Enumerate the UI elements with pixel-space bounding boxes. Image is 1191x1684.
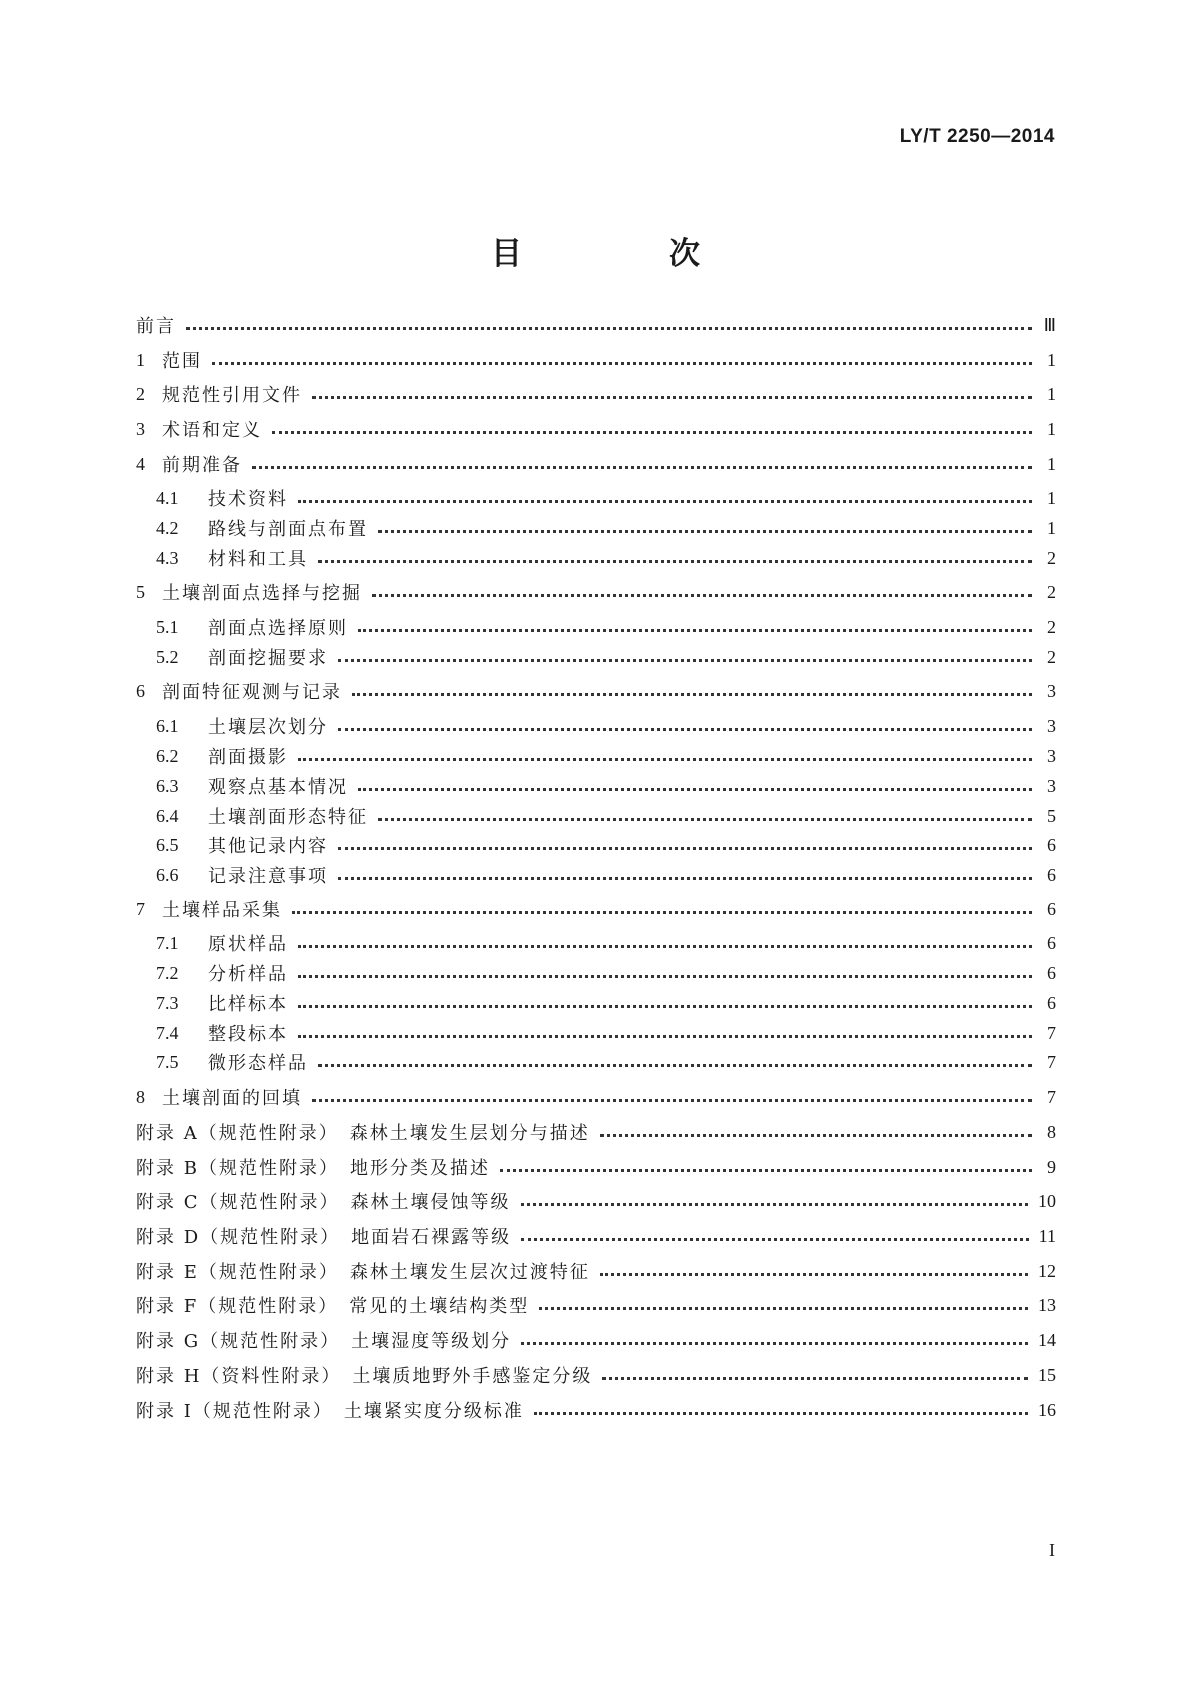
dot-leader	[602, 1377, 1028, 1380]
toc-entry-label	[136, 1292, 529, 1318]
toc-entry-title: 剖面点选择原则	[208, 618, 348, 639]
toc-entry-label	[136, 1362, 592, 1388]
toc-entry-page: 1	[1047, 517, 1056, 538]
dot-leader	[338, 847, 1032, 850]
toc-entry-page: 11	[1038, 1225, 1056, 1246]
dot-leader	[298, 1005, 1032, 1008]
toc-entry-label	[136, 678, 342, 704]
toc-entry-page: 3	[1047, 775, 1056, 796]
toc-entry-page: 3	[1047, 680, 1056, 701]
toc-entry-page: 1	[1047, 383, 1056, 404]
toc-entry[interactable]	[136, 677, 1056, 705]
toc-entry-number: 6.3	[156, 775, 179, 796]
dot-leader	[521, 1238, 1029, 1241]
toc-entry-title: 观察点基本情况	[208, 777, 348, 798]
dot-leader	[358, 629, 1032, 632]
dot-leader	[352, 693, 1032, 696]
toc-entry[interactable]	[136, 450, 1056, 478]
toc-entry-label	[136, 416, 262, 442]
toc-entry-title: 范围	[162, 351, 202, 372]
toc-entry-label	[136, 451, 242, 477]
toc-entry-number: 2	[136, 383, 145, 404]
dot-leader	[521, 1342, 1028, 1345]
toc-entry-title: 材料和工具	[208, 549, 308, 570]
toc-entry[interactable]	[156, 742, 1056, 770]
toc-entry[interactable]	[136, 1326, 1056, 1354]
toc-entry[interactable]	[136, 1257, 1056, 1285]
toc-entry-page: 13	[1038, 1294, 1056, 1315]
toc-entry-label	[156, 960, 288, 986]
toc-entry-title: 技术资料	[208, 489, 288, 510]
toc-entry-title: 土壤层次划分	[208, 717, 328, 738]
toc-entry-title: 分析样品	[208, 964, 288, 985]
toc-entry-label	[156, 614, 348, 640]
toc-entry-label	[156, 545, 308, 571]
dot-leader	[298, 500, 1032, 503]
toc-entry[interactable]	[136, 1083, 1056, 1111]
dot-leader	[186, 327, 1032, 330]
toc-entry-number: 7.1	[156, 932, 179, 953]
toc-entry-page: Ⅲ	[1043, 314, 1056, 335]
toc-entry-page: 9	[1047, 1156, 1056, 1177]
toc-entry-number: 7.4	[156, 1022, 179, 1043]
page-folio: I	[1049, 1540, 1055, 1560]
toc-entry-label	[136, 1327, 511, 1353]
toc-entry-number: 5	[136, 581, 145, 602]
toc-entry-number: 6.5	[156, 834, 179, 855]
toc-entry-page: 6	[1047, 992, 1056, 1013]
dot-leader	[318, 560, 1032, 563]
toc-entry[interactable]	[156, 959, 1056, 987]
dot-leader	[500, 1169, 1032, 1172]
toc-entry-title: 附录 C（规范性附录） 森林土壤侵蚀等级	[136, 1192, 511, 1213]
toc-entry-page: 10	[1038, 1190, 1056, 1211]
toc-entry-label	[136, 381, 302, 407]
toc-entry-page: 6	[1047, 898, 1056, 919]
toc-entry[interactable]	[156, 613, 1056, 641]
toc-entry-page: 12	[1038, 1260, 1056, 1281]
toc-entry-number: 4	[136, 453, 145, 474]
toc-entry-number: 6.2	[156, 745, 179, 766]
toc-entry[interactable]	[136, 1118, 1056, 1146]
toc-entry[interactable]	[156, 712, 1056, 740]
dot-leader	[600, 1134, 1032, 1137]
toc-entry-label	[136, 1119, 590, 1145]
toc-entry-number: 4.2	[156, 517, 179, 538]
dot-leader	[312, 396, 1032, 399]
toc-entry-number: 6.1	[156, 715, 179, 736]
toc-entry[interactable]	[136, 1222, 1056, 1250]
toc-entry[interactable]	[136, 311, 1056, 339]
toc-entry-title: 比样标本	[208, 994, 288, 1015]
dot-leader	[521, 1203, 1029, 1206]
toc-entry-number: 3	[136, 418, 145, 439]
toc-entry-page: 2	[1047, 616, 1056, 637]
toc-entry[interactable]	[136, 1396, 1056, 1424]
dot-leader	[338, 728, 1032, 731]
toc-entry-page: 15	[1038, 1364, 1056, 1385]
toc-entry-label	[156, 832, 328, 858]
toc-entry-page: 7	[1047, 1086, 1056, 1107]
toc-entry[interactable]	[156, 1048, 1056, 1076]
toc-entry-page: 6	[1047, 962, 1056, 983]
toc-entry-title: 路线与剖面点布置	[208, 519, 368, 540]
toc-entry-number: 4.3	[156, 547, 179, 568]
toc-entry-label	[156, 773, 348, 799]
toc-entry-label	[156, 990, 288, 1016]
toc-entry-label	[156, 743, 288, 769]
toc-entry-label	[156, 515, 368, 541]
toc-entry[interactable]	[136, 1361, 1056, 1389]
toc-entry-page: 1	[1047, 418, 1056, 439]
toc-entry-label	[136, 1258, 590, 1284]
toc-entry[interactable]	[156, 514, 1056, 542]
toc-entry-page: 7	[1047, 1051, 1056, 1072]
page-title: 目 次	[491, 236, 758, 272]
toc-entry-title: 附录 D（规范性附录） 地面岩石裸露等级	[136, 1227, 512, 1248]
toc-entry-label	[136, 896, 282, 922]
dot-leader	[378, 530, 1032, 533]
toc-entry-number: 6	[136, 680, 145, 701]
toc-entry-number: 6.6	[156, 864, 179, 885]
toc-entry-page: 6	[1047, 834, 1056, 855]
toc-entry-page: 8	[1047, 1121, 1056, 1142]
toc-entry-title: 术语和定义	[162, 420, 262, 441]
toc-entry[interactable]	[156, 861, 1056, 889]
toc-entry-title: 附录 B（规范性附录） 地形分类及描述	[136, 1158, 490, 1179]
toc-entry[interactable]	[136, 1187, 1056, 1215]
dot-leader	[252, 466, 1032, 469]
toc-entry-title: 附录 G（规范性附录） 土壤湿度等级划分	[136, 1331, 512, 1352]
toc-entry-title: 规范性引用文件	[162, 385, 302, 406]
dot-leader	[600, 1273, 1028, 1276]
toc-entry[interactable]	[136, 578, 1056, 606]
toc-entry-page: 6	[1047, 864, 1056, 885]
toc-entry-number: 7.3	[156, 992, 179, 1013]
toc-entry[interactable]	[136, 380, 1056, 408]
toc-entry-number: 6.4	[156, 805, 179, 826]
toc-entry-number: 1	[136, 349, 145, 370]
toc-entry-title: 前言	[136, 316, 176, 337]
toc-entry-title: 附录 A（规范性附录） 森林土壤发生层划分与描述	[136, 1123, 590, 1144]
toc-entry[interactable]	[156, 989, 1056, 1017]
dot-leader	[298, 758, 1032, 761]
dot-leader	[292, 911, 1032, 914]
toc-entry-page: 3	[1047, 745, 1056, 766]
toc-entry-title: 其他记录内容	[208, 836, 328, 857]
toc-entry-title: 土壤样品采集	[162, 900, 282, 921]
dot-leader	[298, 945, 1032, 948]
toc-entry-label	[136, 1397, 524, 1423]
toc-entry-page: 5	[1047, 805, 1056, 826]
toc-entry-label	[136, 579, 362, 605]
toc-entry[interactable]	[156, 544, 1056, 572]
toc-entry-number: 7.2	[156, 962, 179, 983]
toc-entry[interactable]	[156, 772, 1056, 800]
toc-entry-page: 16	[1038, 1399, 1056, 1420]
toc-entry-number: 8	[136, 1086, 145, 1107]
toc-entry-number: 7	[136, 898, 145, 919]
toc-entry-label	[156, 862, 328, 888]
toc-entry[interactable]	[156, 1019, 1056, 1047]
standard-code: LY/T 2250—2014	[899, 126, 1055, 147]
toc-entry[interactable]	[136, 895, 1056, 923]
toc-entry-title: 剖面特征观测与记录	[162, 682, 342, 703]
toc-entry-title: 附录 E（规范性附录） 森林土壤发生层次过渡特征	[136, 1262, 590, 1283]
toc-entry-label	[136, 312, 176, 338]
toc-entry-label	[156, 803, 368, 829]
toc-entry[interactable]	[156, 802, 1056, 830]
toc-entry[interactable]	[156, 929, 1056, 957]
dot-leader	[378, 818, 1032, 821]
toc-entry-label	[136, 1188, 511, 1214]
toc-entry-title: 整段标本	[208, 1024, 288, 1045]
toc-entry[interactable]	[136, 415, 1056, 443]
toc-entry-label	[136, 347, 202, 373]
dot-leader	[372, 594, 1032, 597]
dot-leader	[318, 1064, 1032, 1067]
toc-entry-title: 微形态样品	[208, 1053, 308, 1074]
dot-leader	[358, 788, 1032, 791]
dot-leader	[212, 362, 1032, 365]
dot-leader	[298, 975, 1032, 978]
toc-entry-title: 附录 H（资料性附录） 土壤质地野外手感鉴定分级	[136, 1366, 593, 1387]
dot-leader	[338, 659, 1032, 662]
toc-entry-label	[136, 1154, 490, 1180]
toc-entry-page: 6	[1047, 932, 1056, 953]
toc-entry-number: 7.5	[156, 1051, 179, 1072]
toc-entry-label	[136, 1084, 302, 1110]
toc-entry-label	[136, 1223, 511, 1249]
toc-entry-page: 2	[1047, 547, 1056, 568]
toc-entry-number: 5.1	[156, 616, 179, 637]
toc-entry-title: 前期准备	[162, 455, 242, 476]
dot-leader	[298, 1035, 1032, 1038]
toc-entry[interactable]	[136, 346, 1056, 374]
toc-entry-title: 附录 I（规范性附录） 土壤紧实度分级标准	[136, 1401, 524, 1422]
dot-leader	[539, 1307, 1028, 1310]
toc-entry-page: 1	[1047, 349, 1056, 370]
toc-entry-title: 附录 F（规范性附录） 常见的土壤结构类型	[136, 1296, 530, 1317]
toc-entry-number: 5.2	[156, 646, 179, 667]
toc-entry-title: 土壤剖面形态特征	[208, 807, 368, 828]
toc-entry-title: 土壤剖面点选择与挖掘	[162, 583, 362, 604]
toc-entry-page: 3	[1047, 715, 1056, 736]
toc-entry[interactable]	[136, 1291, 1056, 1319]
toc-entry-title: 剖面挖掘要求	[208, 648, 328, 669]
toc-entry-title: 记录注意事项	[208, 866, 328, 887]
toc-entry-page: 2	[1047, 581, 1056, 602]
toc-entry-page: 14	[1038, 1329, 1056, 1350]
toc-entry-page: 2	[1047, 646, 1056, 667]
toc-entry-label	[156, 930, 288, 956]
toc-entry-page: 1	[1047, 453, 1056, 474]
toc-entry[interactable]	[156, 831, 1056, 859]
toc-entry-page: 7	[1047, 1022, 1056, 1043]
toc-entry[interactable]	[156, 484, 1056, 512]
toc-entry[interactable]	[156, 643, 1056, 671]
toc-entry[interactable]	[136, 1153, 1056, 1181]
dot-leader	[338, 877, 1032, 880]
dot-leader	[534, 1412, 1028, 1415]
toc-entry-label	[156, 1020, 288, 1046]
toc-entry-title: 原状样品	[208, 934, 288, 955]
dot-leader	[312, 1099, 1032, 1102]
toc-entry-label	[156, 644, 328, 670]
toc-entry-label	[156, 485, 288, 511]
toc-entry-title: 剖面摄影	[208, 747, 288, 768]
toc-entry-number: 4.1	[156, 487, 179, 508]
dot-leader	[272, 431, 1032, 434]
toc-entry-page: 1	[1047, 487, 1056, 508]
toc-entry-label	[156, 1049, 308, 1075]
toc-entry-label	[156, 713, 328, 739]
toc-entry-title: 土壤剖面的回填	[162, 1088, 302, 1109]
